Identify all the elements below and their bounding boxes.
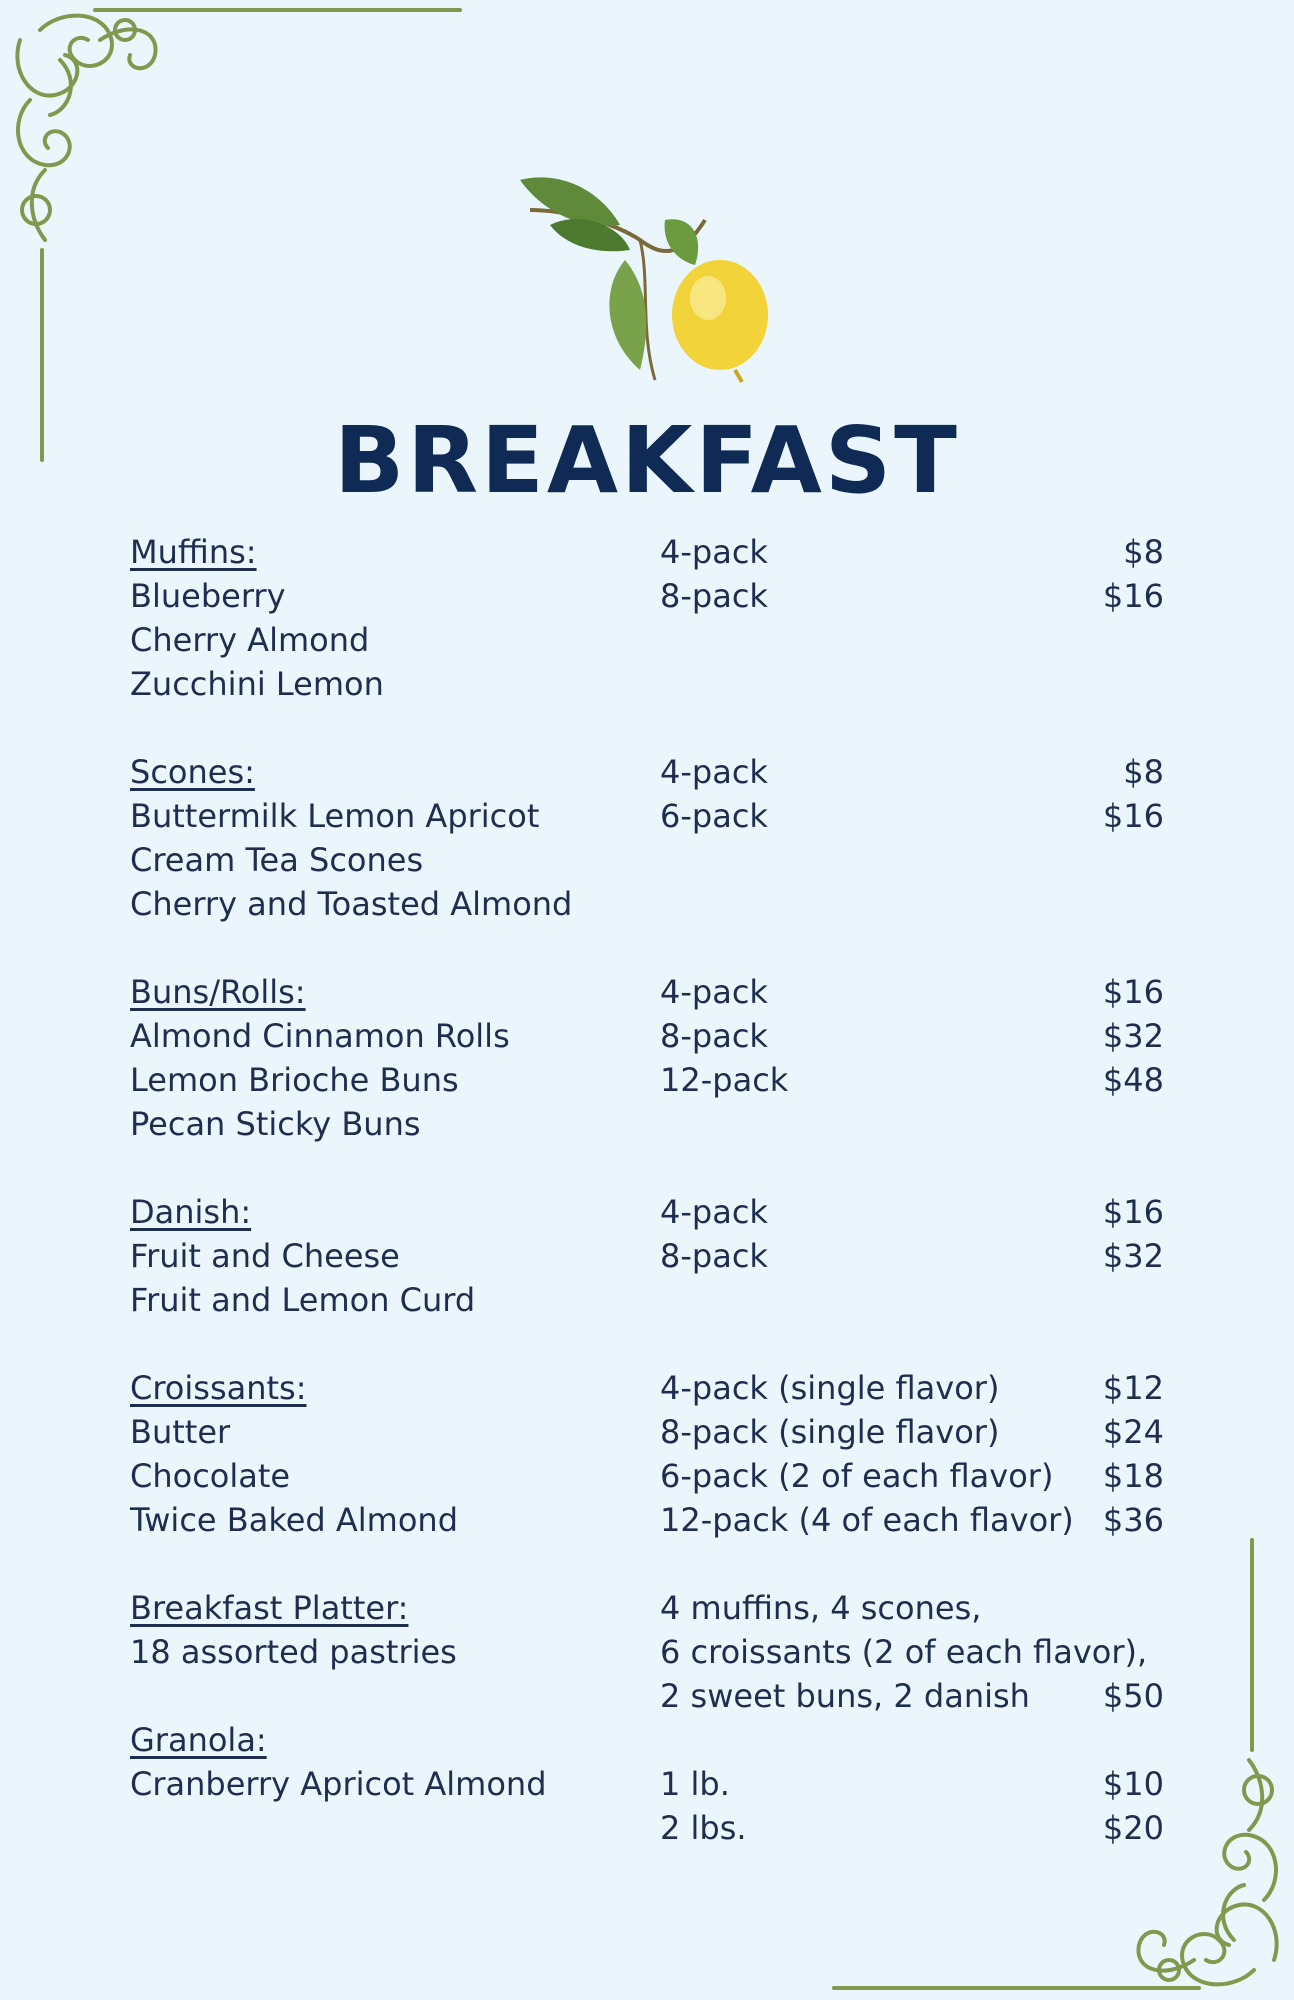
pack-option: 8-pack (single flavor)	[660, 1413, 1000, 1451]
pack-option: 4-pack	[660, 1193, 768, 1231]
pack-option: 4 muffins, 4 scones,	[660, 1589, 982, 1627]
menu-item: Butter	[130, 1413, 231, 1451]
menu-item: Cranberry Apricot Almond	[130, 1765, 547, 1803]
page-title: BREAKFAST	[334, 407, 960, 514]
price: $16	[1102, 973, 1164, 1011]
section-heading: Scones:	[130, 753, 255, 791]
pack-option: 6 croissants (2 of each flavor),	[660, 1633, 1148, 1671]
menu-item: Cherry Almond	[130, 621, 370, 659]
menu-item: Blueberry	[130, 577, 286, 615]
price: $16	[1102, 797, 1164, 835]
menu-item: Zucchini Lemon	[130, 665, 384, 703]
menu-item: Chocolate	[130, 1457, 291, 1495]
menu-item: 18 assorted pastries	[130, 1633, 457, 1671]
price: $16	[1102, 577, 1164, 615]
pack-option: 8-pack	[660, 577, 768, 615]
pack-option: 8-pack	[660, 1237, 768, 1275]
pack-option: 2 sweet buns, 2 danish	[660, 1677, 1030, 1715]
pack-option: 6-pack (2 of each flavor)	[660, 1457, 1054, 1495]
pack-option: 1 lb.	[660, 1765, 730, 1803]
section-heading: Buns/Rolls:	[130, 973, 306, 1011]
price: $8	[1123, 533, 1164, 571]
menu-item: Twice Baked Almond	[130, 1501, 459, 1539]
menu-item: Pecan Sticky Buns	[130, 1105, 421, 1143]
section-heading: Breakfast Platter:	[130, 1589, 409, 1627]
menu-item: Fruit and Cheese	[130, 1237, 400, 1275]
menu-item: Fruit and Lemon Curd	[130, 1281, 476, 1319]
pack-option: 4-pack (single flavor)	[660, 1369, 1000, 1407]
menu-item: Cherry and Toasted Almond	[130, 885, 573, 923]
scroll-ornament-icon	[0, 0, 480, 470]
pack-option: 2 lbs.	[660, 1809, 747, 1847]
pack-option: 6-pack	[660, 797, 768, 835]
price: $16	[1102, 1193, 1164, 1231]
menu-item: Cream Tea Scones	[130, 841, 424, 879]
price: $50	[1102, 1677, 1164, 1715]
section-heading: Croissants:	[130, 1369, 307, 1407]
pack-option: 4-pack	[660, 973, 768, 1011]
pack-option: 4-pack	[660, 753, 768, 791]
price: $32	[1102, 1017, 1164, 1055]
section-heading: Muffins:	[130, 533, 257, 571]
price: $32	[1102, 1237, 1164, 1275]
menu-item: Lemon Brioche Buns	[130, 1061, 459, 1099]
price: $10	[1102, 1765, 1164, 1803]
menu-item: Buttermilk Lemon Apricot	[130, 797, 540, 835]
price: $12	[1102, 1369, 1164, 1407]
pack-option: 8-pack	[660, 1017, 768, 1055]
menu-item: Almond Cinnamon Rolls	[130, 1017, 510, 1055]
pack-option: 12-pack	[660, 1061, 789, 1099]
price: $8	[1123, 753, 1164, 791]
price: $48	[1102, 1061, 1164, 1099]
pack-option: 4-pack	[660, 533, 768, 571]
section-heading: Danish:	[130, 1193, 252, 1231]
price: $20	[1102, 1809, 1164, 1847]
section-heading: Granola:	[130, 1721, 267, 1759]
price: $24	[1102, 1413, 1164, 1451]
lemon-branch-icon	[490, 170, 780, 410]
pack-option: 12-pack (4 of each flavor)	[660, 1501, 1074, 1539]
price: $18	[1102, 1457, 1164, 1495]
price: $36	[1102, 1501, 1164, 1539]
